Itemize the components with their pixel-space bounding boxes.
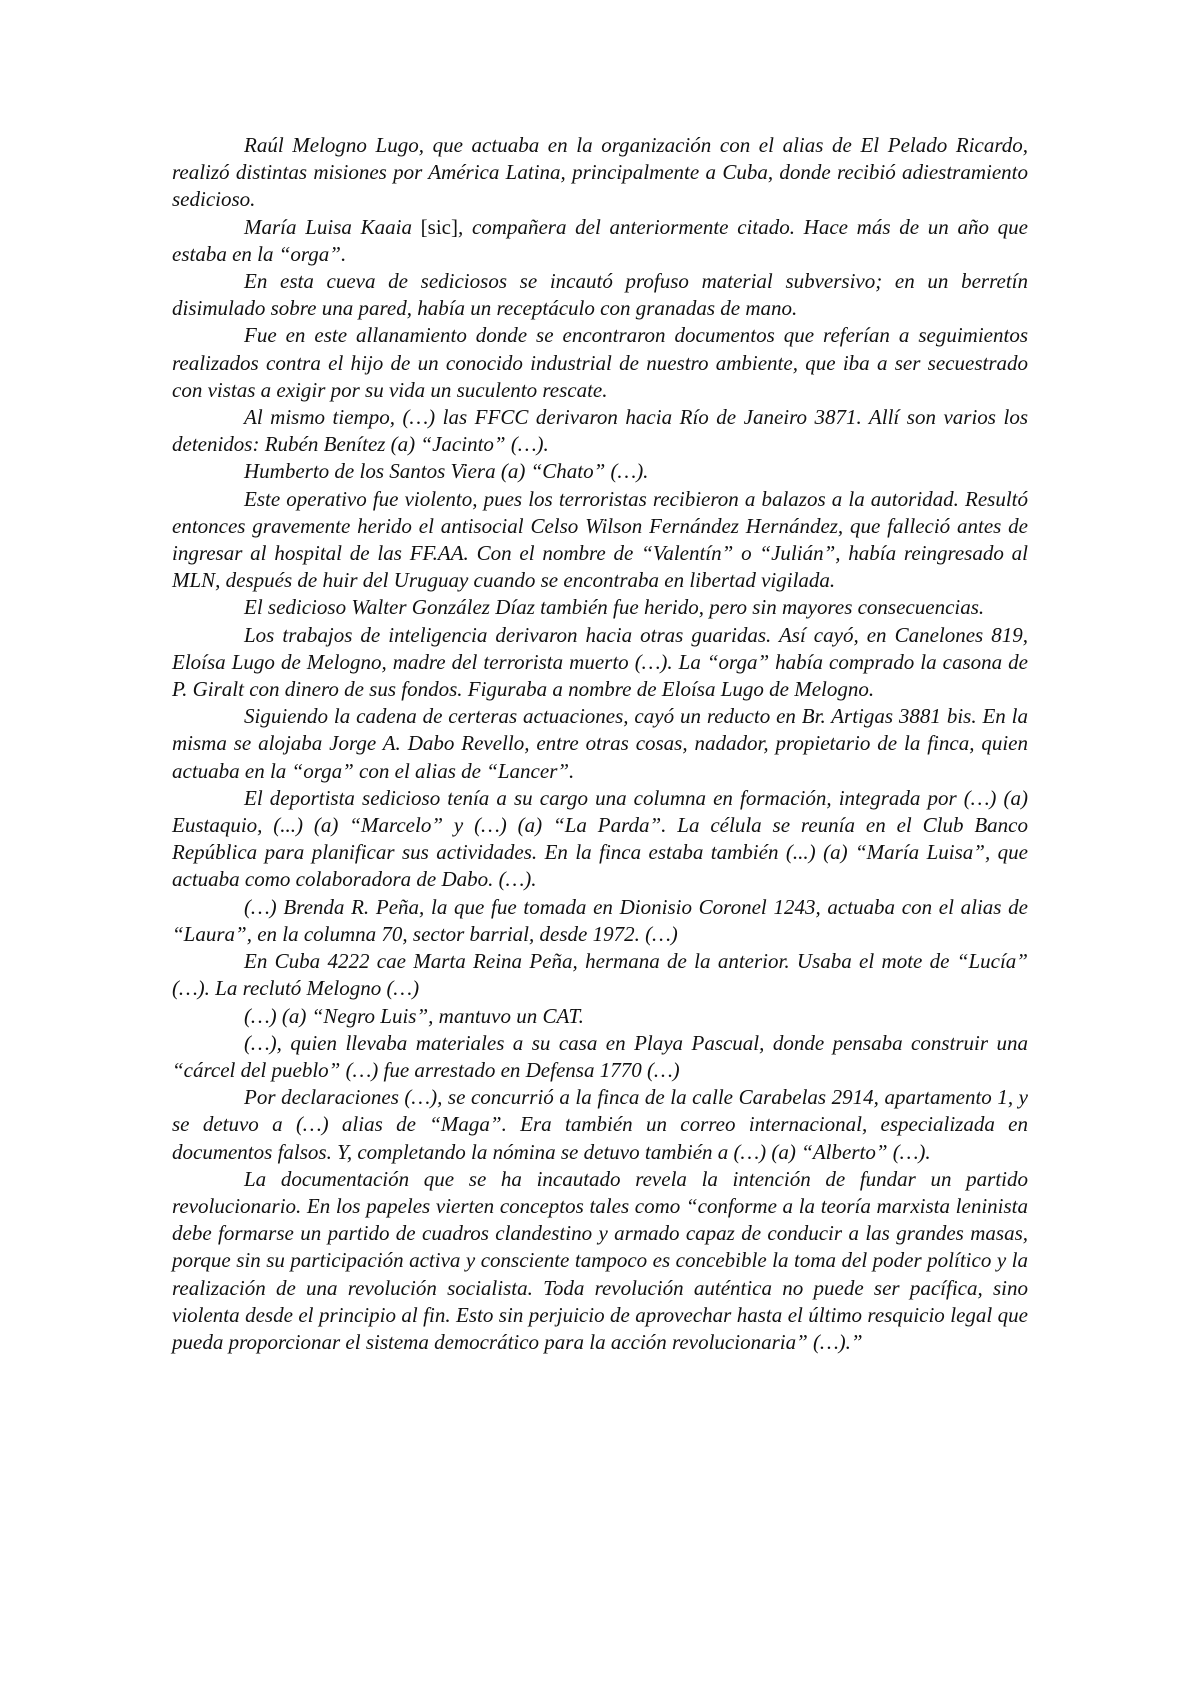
sic-annotation: [sic] [420,214,458,239]
paragraph: Por declaraciones (…), se concurrió a la finca de la calle Carabelas 2914, apartamento 1, y se detuvo a (…) alias de “Maga”. Era también un correo internacional, especializada en documentos falsos. Y, completando la nómina se detuvo también a (…) (a) “Alberto” (…). [172,1085,1028,1164]
paragraph: Este operativo fue violento, pues los terroristas recibieron a balazos a la autoridad. Resultó entonces gravemente herido el antisocial Celso Wilson Fernández Hernández, que falleció antes de ingresar al hospital de las FF.AA. Con el nombre de “Valentín” o “Julián”, había reingresado al MLN, después de huir del Uruguay cuando se encontraba en libertad vigilada. [172,486,1028,593]
paragraph: Fue en este allanamiento donde se encontraron documentos que referían a seguimientos realizados contra el hijo de un conocido industrial de nuestro ambiente, que iba a ser secuestrado con vistas a exigir por su vida un suculento rescate. [172,323,1028,402]
paragraph: En Cuba 4222 cae Marta Reina Peña, hermana de la anterior. Usaba el mote de “Lucía” (…). La reclutó Melogno (…) [172,949,1028,1001]
paragraph-text: , compañera del anteriormente citado. Hace más de un año que estaba en la “orga”. [172,214,1029,266]
paragraph: Humberto de los Santos Viera (a) “Chato” (…). [244,459,649,484]
paragraph: Raúl Melogno Lugo, que actuaba en la organización con el alias de El Pelado Ricardo, realizó distintas misiones por América Latina, principalmente a Cuba, donde recibió adiestramiento sedicioso. [172,133,1028,212]
paragraph: Al mismo tiempo, (…) las FFCC derivaron hacia Río de Janeiro 3871. Allí son varios los detenidos: Rubén Benítez (a) “Jacinto” (…). [172,405,1028,457]
paragraph: El sedicioso Walter González Díaz también fue herido, pero sin mayores consecuencias. [244,595,985,620]
paragraph: En esta cueva de sediciosos se incautó profuso material subversivo; en un berretín disimulado sobre una pared, había un receptáculo con granadas de mano. [172,269,1028,321]
paragraph: Los trabajos de inteligencia derivaron hacia otras guaridas. Así cayó, en Canelones 819, Eloísa Lugo de Melogno, madre del terrorista muerto (…). La “orga” había comprado la casona de P. Giralt con dinero de sus fondos. Figuraba a nombre de Eloísa Lugo de Melogno. [172,622,1028,702]
paragraph: (…) (a) “Negro Luis”, mantuvo un CAT. [244,1003,584,1028]
paragraph: La documentación que se ha incautado revela la intención de fundar un partido revolucionario. En los papeles vierten conceptos tales como “conforme a la teoría marxista leninista debe formarse un partido de cuadros clandestino y armado capaz de conducir a las grandes masas, porque sin su participación activa y consciente tampoco es concebible la toma del poder político y la realización de una revolución socialista. Toda revolución auténtica no puede ser pacífica, sino violenta desde el principio al fin. Esto sin perjuicio de aprovechar hasta el último resquicio legal que pueda proporcionar el sistema democrático para la acción revolucionaria” (…).” [172,1166,1028,1354]
paragraph: (…), quien llevaba materiales a su casa en Playa Pascual, donde pensaba construir una “cárcel del pueblo” (…) fue arrestado en Defensa 1770 (…) [172,1030,1028,1082]
paragraph [172,214,1028,268]
paragraph-text: María Luisa Kaaia [244,214,421,239]
paragraph: Siguiendo la cadena de certeras actuaciones, cayó un reducto en Br. Artigas 3881 bis. En la misma se alojaba Jorge A. Dabo Revello, entre otras cosas, nadador, propietario de la finca, quien actuaba en la “orga” con el alias de “Lancer”. [172,704,1028,783]
paragraph: El deportista sedicioso tenía a su cargo una columna en formación, integrada por (…) (a) Eustaquio, (...) (a) “Marcelo” y (…) (a) “La Parda”. La célula se reunía en el Club Banco República para planificar sus actividades. En la finca estaba también (...) (a) “María Luisa”, que actuaba como colaboradora de Dabo. (…). [172,785,1028,892]
body-text [172,132,1028,1356]
paragraph: (…) Brenda R. Peña, la que fue tomada en Dionisio Coronel 1243, actuaba con el alias de “Laura”, en la columna 70, sector barrial, desde 1972. (…) [172,894,1028,946]
